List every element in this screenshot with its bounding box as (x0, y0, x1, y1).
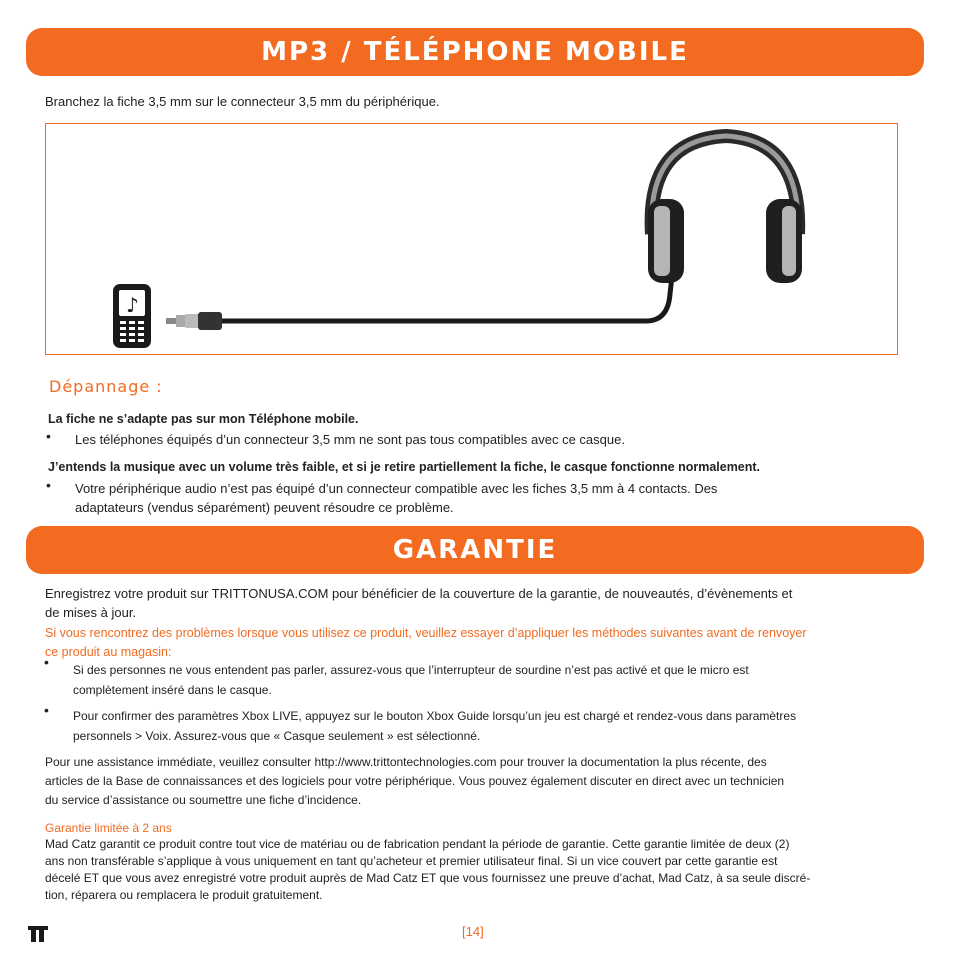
warranty-line-2: ans non transférable s’applique à vous uniquement en tant qu’acheteur et premier utilisateur final. Si un vice couvert par cette garantie est (45, 854, 778, 868)
answer-2-line-1: Votre périphérique audio n’est pas équipé d’un connecteur compatible avec les fiches 3,5 mm à 4 contacts. Des (75, 481, 718, 496)
answer-1: Les téléphones équipés d’un connecteur 3,5 mm ne sont pas tous compatibles avec ce casque. (75, 432, 625, 447)
tip-2-line-1: Pour confirmer des paramètres Xbox LIVE, appuyez sur le bouton Xbox Guide lorsqu’un jeu est chargé et rendez-vous dans paramètres (73, 709, 797, 723)
tips-line-1: Si vous rencontrez des problèmes lorsque vous utilisez ce produit, veuillez essayer d’appliquer les méthodes suivantes avant de renvoyer (45, 626, 807, 640)
audio-plug-icon (166, 312, 222, 330)
answer-2-line-2: adaptateurs (vendus séparément) peuvent résoudre ce problème. (75, 500, 454, 515)
support-line-1: Pour une assistance immédiate, veuillez consulter http://www.trittontechnologies.com pour trouver la documentation la plus récente, des (45, 755, 767, 769)
section-title-mp3: MP3 / TÉLÉPHONE MOBILE (261, 37, 689, 67)
bullet-icon: • (46, 428, 51, 444)
tip-1-line-1: Si des personnes ne vous entendent pas parler, assurez-vous que l’interrupteur de sourdine n’est pas activé et que le micro est (73, 663, 749, 677)
tip-2-line-2: personnels > Voix. Assurez-vous que « Casque seulement » est sélectionné. (73, 729, 481, 743)
register-line-1: Enregistrez votre produit sur TRITTONUSA.COM pour bénéficier de la couverture de la garantie, de nouveautés, d’évènements et (45, 586, 793, 601)
headphones-icon (648, 136, 802, 283)
section-banner-mp3 (26, 28, 924, 76)
phone-icon (113, 284, 151, 348)
warranty-line-3: décelé ET que vous avez enregistré votre produit auprès de Mad Catz ET que vous fournissez une preuve d’achat, Mad Catz, à sa seule discré- (45, 871, 811, 885)
register-line-2: de mises à jour. (45, 605, 137, 620)
tritton-logo-icon (28, 926, 50, 947)
warranty-line-1: Mad Catz garantit ce produit contre tout vice de matériau ou de fabrication pendant la période de garantie. Cette garantie limitée de deux (2) (45, 837, 790, 851)
tip-1-line-2: complètement inséré dans le casque. (73, 683, 272, 697)
section-title-warranty: GARANTIE (392, 535, 558, 565)
connect-instruction: Branchez la fiche 3,5 mm sur le connecteur 3,5 mm du périphérique. (45, 94, 440, 109)
problem-2: J’entends la musique avec un volume très faible, et si je retire partiellement la fiche, le casque fonctionne normalement. (48, 460, 761, 474)
connection-illustration (45, 123, 898, 355)
page-number: [14] (462, 924, 484, 939)
bullet-icon: • (44, 654, 49, 670)
support-line-2: articles de la Base de connaissances et des logiciels pour votre périphérique. Vous pouvez également discuter en direct avec un technicien (45, 774, 785, 788)
warranty-line-4: tion, réparera ou remplacera le produit gratuitement. (45, 888, 323, 902)
svg-text:♪: ♪ (126, 293, 139, 317)
bullet-icon: • (44, 702, 49, 718)
section-banner-warranty (26, 526, 924, 574)
bullet-icon: • (46, 477, 51, 493)
support-line-3: du service d’assistance ou soumettre une fiche d’incidence. (45, 793, 362, 807)
warranty-heading: Garantie limitée à 2 ans (45, 821, 172, 835)
troubleshooting-heading: Dépannage : (49, 377, 163, 396)
problem-1: La fiche ne s’adapte pas sur mon Téléphone mobile. (48, 412, 359, 426)
tips-line-2: ce produit au magasin: (45, 645, 172, 659)
audio-cable (222, 276, 672, 321)
